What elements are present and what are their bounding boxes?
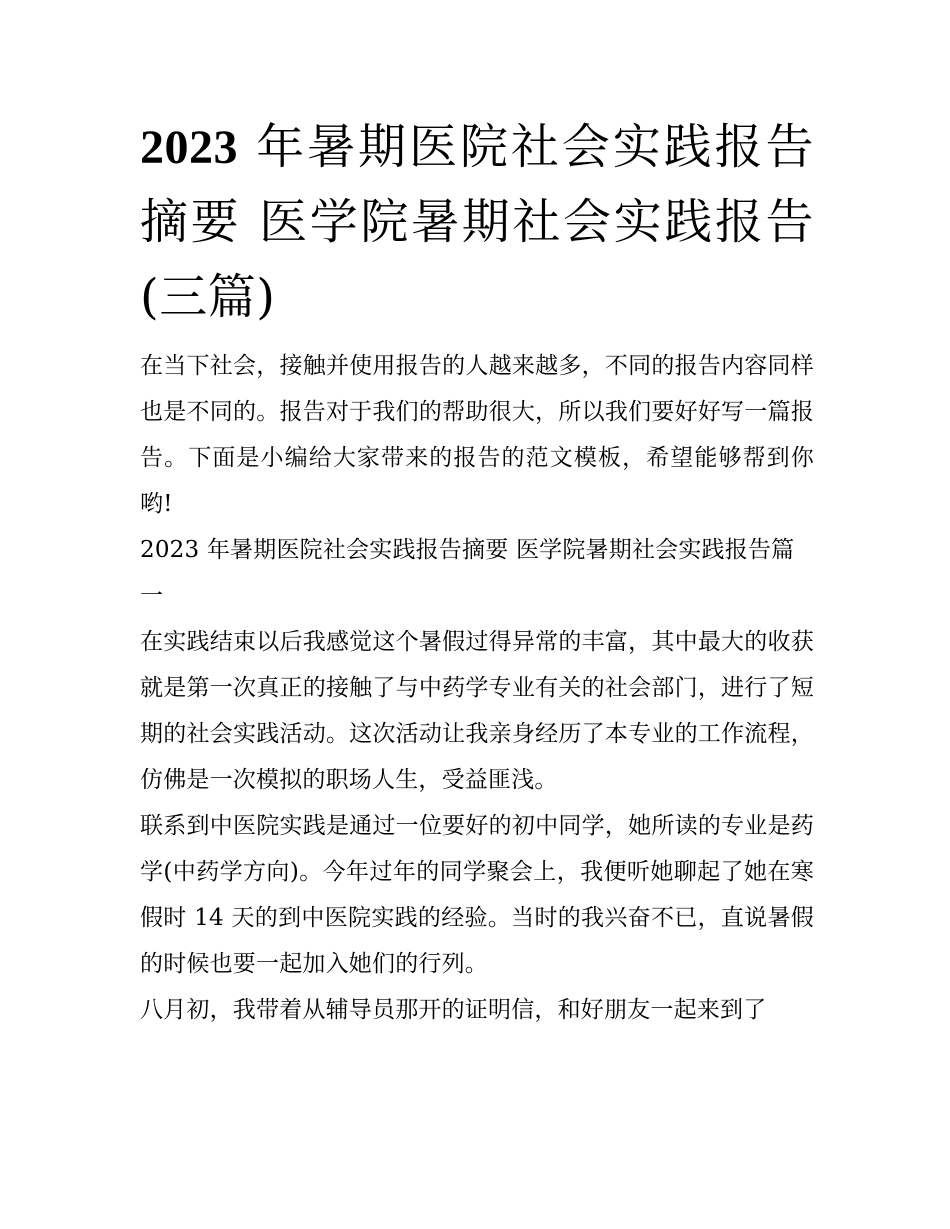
title-text: 年暑期医院社会实践报告摘要 医学院暑期社会实践报告(三篇) bbox=[140, 119, 814, 325]
body-paragraph-2: 联系到中医院实践是通过一位要好的初中同学，她所读的专业是药学(中药学方向)。今年过年的同学聚会上，我便听她聊起了她在寒假时 14 天的到中医院实践的经验。当时的我兴奋不已，直说暑假的时候也要一起加入她们的行列。 bbox=[140, 813, 814, 977]
title-year: 2023 bbox=[140, 121, 238, 174]
body-paragraph-3: 八月初，我带着从辅导员那开的证明信，和好朋友一起来到了 bbox=[140, 997, 767, 1023]
document-title bbox=[140, 110, 814, 335]
body-paragraph-1: 在实践结束以后我感觉这个暑假过得异常的丰富，其中最大的收获就是第一次真正的接触了与中药学专业有关的社会部门，进行了短期的社会实践活动。这次活动让我亲身经历了本专业的工作流程，仿佛是一次模拟的职场人生，受益匪浅。 bbox=[140, 629, 814, 793]
intro-paragraph: 在当下社会，接触并使用报告的人越来越多，不同的报告内容同样也是不同的。报告对于我们的帮助很大，所以我们要好好写一篇报告。下面是小编给大家带来的报告的范文模板，希望能够帮到你哟! bbox=[140, 353, 814, 517]
section-heading: 2023 年暑期医院社会实践报告摘要 医学院暑期社会实践报告篇一 bbox=[140, 537, 795, 609]
document-body bbox=[140, 110, 814, 1033]
